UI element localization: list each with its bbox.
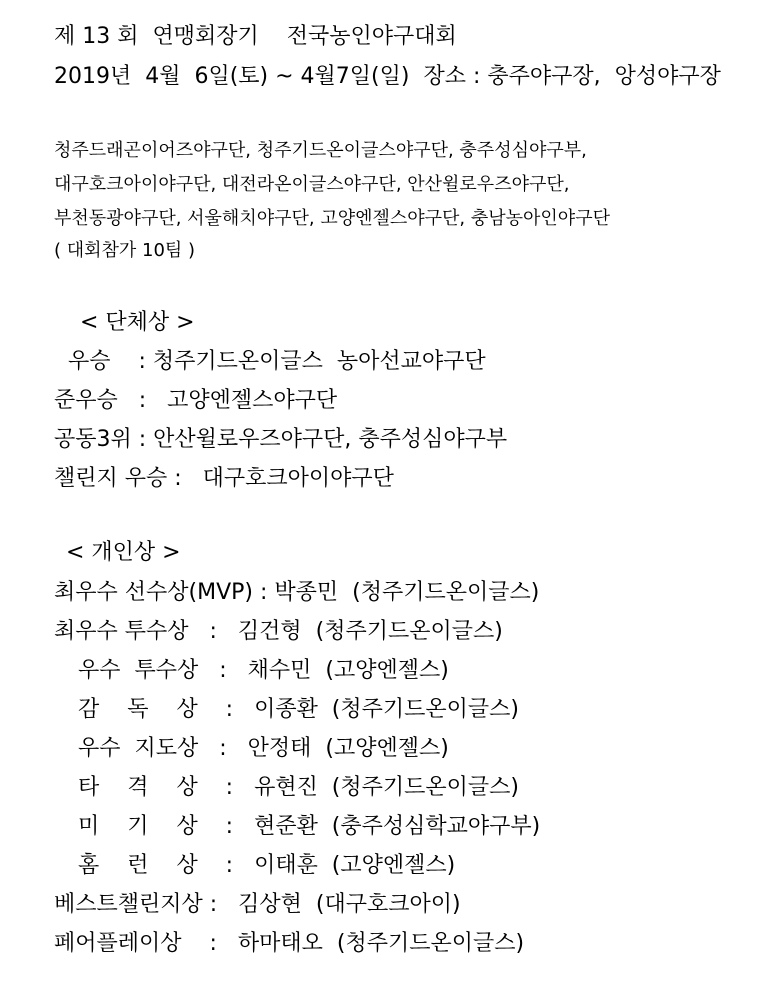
individual-award-item: 미 기 상 : 현준환 (충주성심학교야구부) [78,814,541,839]
document-title: 제 13 회 연맹회장기 전국농인야구대회 [54,24,457,49]
individual-award-item: 홈 런 상 : 이태훈 (고양엔젤스) [78,853,456,878]
participant-line: 청주드래곤이어즈야구단, 청주기드온이글스야구단, 충주성심야구부, [54,140,587,161]
team-award-item: 우승 : 청주기드온이글스 농아선교야구단 [68,349,486,374]
participant-line: 부천동광야구단, 서울해치야구단, 고양엔젤스야구단, 충남농아인야구단 [54,208,610,229]
team-award-item: 공동3위 : 안산윌로우즈야구단, 충주성심야구부 [54,427,508,452]
team-award-item: 준우승 : 고양엔젤스야구단 [54,388,338,413]
individual-award-item: 베스트챌린지상 : 김상현 (대구호크아이) [54,892,461,917]
individual-award-item: 페어플레이상 : 하마태오 (청주기드온이글스) [54,931,525,956]
team-awards-heading: < 단체상 > [80,310,195,335]
individual-award-item: 최우수 투수상 : 김건형 (청주기드온이글스) [54,619,503,644]
individual-awards-heading: < 개인상 > [66,540,181,565]
individual-award-item: 감 독 상 : 이종환 (청주기드온이글스) [78,697,519,722]
participant-line: 대구호크아이야구단, 대전라온이글스야구단, 안산윌로우즈야구단, [54,174,570,195]
event-date-venue: 2019년 4월 6일(토) ~ 4월7일(일) 장소 : 충주야구장, 앙성야구장 [54,64,721,89]
team-award-item: 챌린지 우승 : 대구호크아이야구단 [54,466,394,491]
participant-count: ( 대회참가 10팀 ) [54,240,196,261]
individual-award-item: 우수 투수상 : 채수민 (고양엔젤스) [78,658,449,683]
individual-award-item: 우수 지도상 : 안정태 (고양엔젤스) [78,736,449,761]
individual-award-item: 최우수 선수상(MVP) : 박종민 (청주기드온이글스) [54,580,540,605]
individual-award-item: 타 격 상 : 유현진 (청주기드온이글스) [78,775,519,800]
